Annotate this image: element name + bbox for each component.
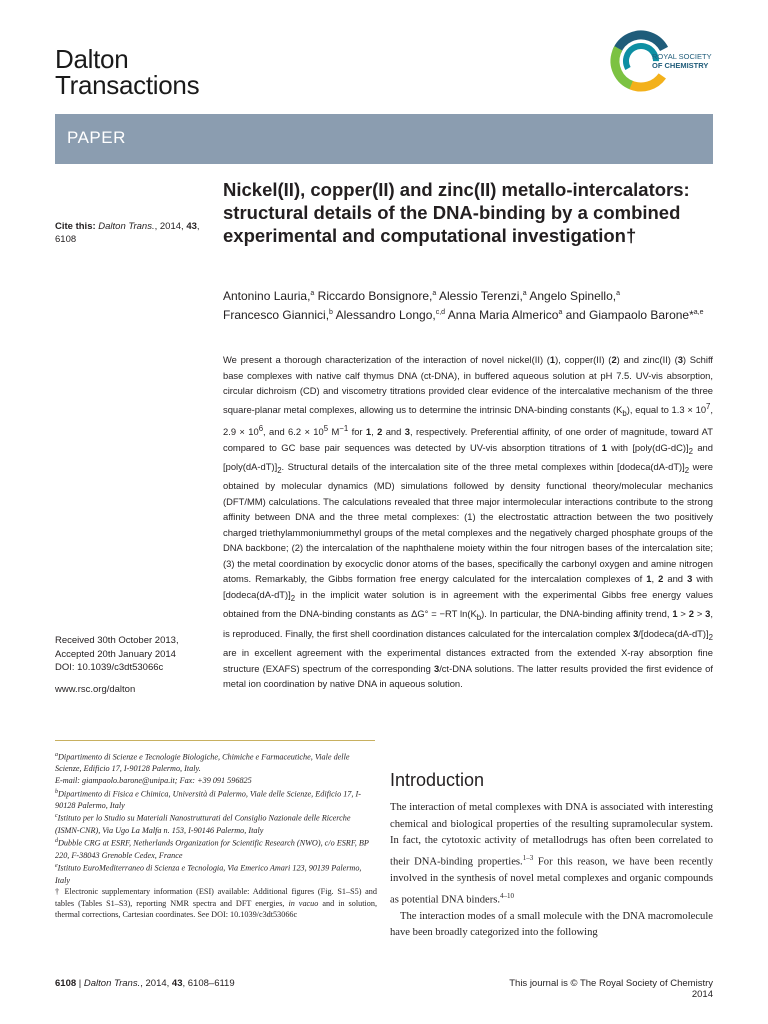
received-date: Received 30th October 2013, xyxy=(55,635,179,646)
journal-website-link[interactable]: www.rsc.org/dalton xyxy=(55,684,136,695)
footnote: E-mail: giampaolo.barone@unipa.it; Fax: +39 091 596825 xyxy=(55,775,252,785)
footnote: $^a$Dipartimento di Scienze e Tecnologie Biologiche, Chimiche e Farmaceutiche, Viale delle Scienze, Edificio 17, I-90128 Palermo, Italy. xyxy=(55,752,350,774)
cite-year: , 2014, xyxy=(154,221,187,232)
author-list xyxy=(223,286,713,323)
article-history xyxy=(55,634,220,675)
article-title: Nickel(II), copper(II) and zinc(II) metallo-intercalators: structural details of the DNA-binding by a combined experimental and computational investigation† xyxy=(223,179,690,246)
section-heading-introduction: Introduction xyxy=(390,770,485,790)
footnote: $^d$Dubble CRG at ESRF, Netherlands Organization for Scientific Research (NWO), c/o ESRF, BP 220, F-38043 Grenoble Cedex, France xyxy=(55,838,369,860)
page-footer-left: 6108 | Dalton Trans., 2014, 43, 6108–6119 xyxy=(55,978,235,989)
citation-ref[interactable]: 1–3 xyxy=(522,853,534,862)
footnote: $^c$Istituto per lo Studio su Materiali Nanostrutturati del Consiglio Nazionale delle Ricerche (ISMN-CNR), Via Ugo La Malfa n. 153, I-90146 Palermo, Italy xyxy=(55,813,351,835)
author[interactable]: Antonino Lauria,$^a$ xyxy=(223,289,315,303)
footnote: $^b$Dipartimento di Fisica e Chimica, Università di Palermo, Viale delle Scienze, Edificio 17, I-90128 Palermo, Italy xyxy=(55,788,361,810)
article-type-label: PAPER xyxy=(67,128,126,147)
journal-title-line2: Transactions xyxy=(55,70,200,100)
rsc-logo[interactable] xyxy=(608,26,718,96)
accepted-date: Accepted 20th January 2014 xyxy=(55,648,176,660)
author[interactable]: Alessio Terenzi,$^a$ xyxy=(436,289,527,303)
cite-journal: Dalton Trans. xyxy=(98,221,155,232)
author[interactable]: Riccardo Bonsignore,$^a$ xyxy=(314,289,437,303)
author[interactable]: Angelo Spinello,$^a$ xyxy=(526,289,620,303)
footnote: $^e$Istituto EuroMediterraneo di Scienza e Tecnologia, Via Emerico Amari 123, 90139 Palermo, Italy xyxy=(55,863,362,885)
cite-page: 6108 xyxy=(55,234,77,245)
doi[interactable]: DOI: 10.1039/c3dt53066c xyxy=(55,662,164,673)
abstract: We present a thorough characterization of the interaction of novel nickel(II) (1), copper(II) (2) and zinc(II) (3) Schiff base complexes with native calf thymus DNA (ct-DNA), in buffered aqueous solution at pH 7.5. UV-vis absorption, circular dichroism (CD) and viscometry titrations provided clear evidence of the intercalative mechanism of the three square-planar metal complexes, allowing us to determine the intrinsic DNA-binding constants $(K_b)$, equal to $1.3 \times 10^7$, $2.9 \times 10^6$, and $6.2 \times 10^5$ $M^{-1}$ for 1, 2 and 3, respectively. Preferential affinity, of one order of magnitude, toward AT compared to GC base pair sequences was detected by UV-vis absorption titrations of 1 with $[poly(dG-dC)]_2$ and $[poly(dA-dT)]_2$. Structural details of the intercalation site of the three metal complexes within $[dodeca(dA-dT)]_2$ were obtained by molecular dynamics (MD) simulations followed by density functional theory/molecular mechanics (DFT/MM) calculations. The calculations revealed that three major intermolecular interactions contribute to the strong affinity between DNA and the three metal complexes: (1) the electrostatic attraction between the two positively charged triethylammoniummethyl groups of the metal complexes and the negatively charged phosphate groups of the DNA backbone; (2) the intercalation of the naphthalene moiety within the four nitrogen bases of the intercalation site; (3) the metal coordination by exocyclic donor atoms of the bases, specifically the carbonyl oxygen and amine nitrogen atoms. Remarkably, the Gibbs formation free energy calculated for the intercalation complexes of 1, 2 and 3 with $[dodeca(dA-dT)]_2$ in the implicit water solution is in agreement with the experimental Gibbs free energy values obtained from the DNA-binding constants as ΔG° = −RT $\ln(K_b)$. In particular, the DNA-binding affinity trend, 1 > 2 > 3, is reproduced. Finally, the first shell coordination distances calculated for the intercalation complex $3/[dodeca(dA-dT)]_2$ are in excellent agreement with the experimental distances extracted from the extended X-ray absorption fine structure (EXAFS) spectrum of the corresponding 3/ct-DNA solutions. The latter results provided the first evidence of metal ion coordination by native DNA in aqueous solution. xyxy=(223,354,713,689)
article-type-banner xyxy=(55,114,713,164)
citation-block xyxy=(55,220,215,246)
esi-footnote: † Electronic supplementary information (ESI) available: Additional figures (Fig. S1–S5) and tables (Tables S1–S3), reporting NMR spectra and DFT energies, in vacuo and in solution, thermal corrections, Cartesian coordinates. See DOI: 10.1039/c3dt53066c xyxy=(55,887,377,920)
cite-sep: , xyxy=(196,221,200,232)
paragraph: The interaction of metal complexes with DNA is associated with interesting chemical and biological properties of the resulting supramolecular system. In fact, the cytotoxic activity of metallodrugs has often been correlated to their DNA-binding properties.$^{1-3}$ For this reason, we have been recently involved in the synthesis of novel metal complexes and organic compounds as potential DNA binders.$^{4-10}$ xyxy=(390,802,713,906)
cite-prefix: Cite this: xyxy=(55,221,96,232)
author[interactable]: Anna Maria Almerico$^a$ xyxy=(445,307,563,322)
page-number: 6108 xyxy=(55,978,77,989)
journal-title-line1: Dalton xyxy=(55,44,129,74)
affiliation-footnotes xyxy=(55,750,377,921)
author[interactable]: Alessandro Longo,$^{c,d}$ xyxy=(332,307,446,322)
author[interactable]: and Giampaolo Barone*$^{a,e}$ xyxy=(562,307,704,322)
rsc-logo-line2: OF CHEMISTRY xyxy=(652,61,709,70)
author[interactable]: Francesco Giannici,$^b$ xyxy=(223,307,333,322)
rsc-logo-line1: ROYAL SOCIETY xyxy=(652,52,712,61)
citation-ref[interactable]: 4–10 xyxy=(500,891,515,900)
copyright-notice: This journal is © The Royal Society of Chemistry 2014 xyxy=(509,978,713,1000)
footnote-divider xyxy=(55,740,375,741)
introduction-body xyxy=(390,800,713,942)
journal-title xyxy=(55,46,199,98)
paragraph: The interaction modes of a small molecule with the DNA macromolecule have been broadly categorized into the following xyxy=(390,910,713,939)
cite-volume: 43 xyxy=(186,221,197,232)
